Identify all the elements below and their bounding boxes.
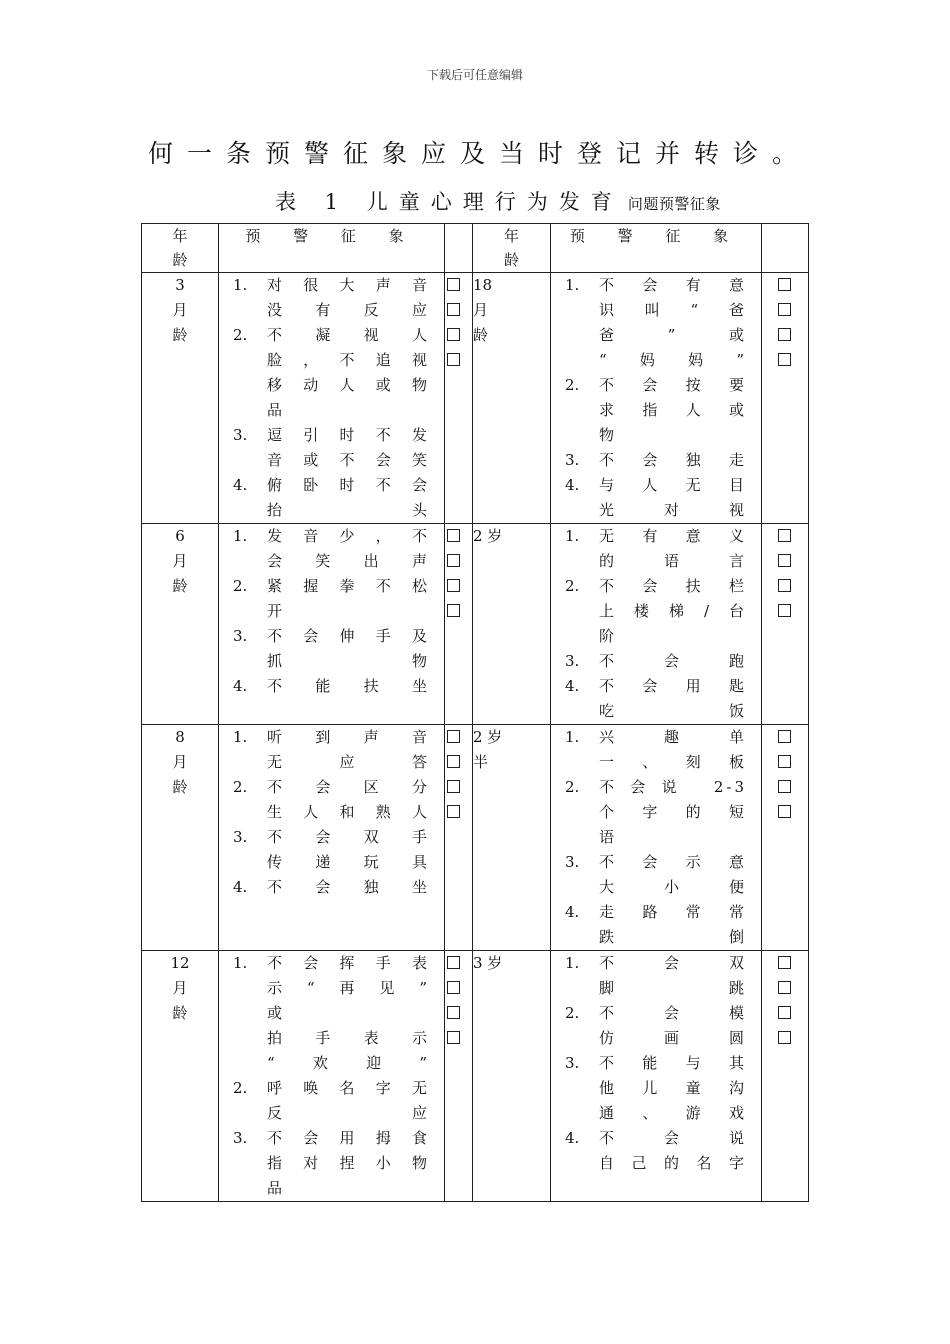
age-left-cell [142,725,219,951]
checkbox-line [762,524,808,549]
sign-item [565,1001,747,1051]
sign-text-line: 脚跳 [599,979,747,997]
sign-text [267,624,430,674]
sign-item [565,951,747,1001]
sign-number: 3. [233,828,248,846]
right-signs-cell [551,273,762,524]
checkbox-line [447,273,472,298]
caption-sub: 问题预警征象 [627,195,721,213]
sign-item [233,951,430,1076]
sign-number: 3. [233,627,248,645]
right-checkbox-cell [762,524,809,725]
sign-text [267,524,430,574]
checkbox[interactable] [778,353,791,366]
sign-number: 4. [565,476,580,494]
sign-text-line: 不会独走 [599,451,747,469]
header-age-left: 年龄 [142,224,219,273]
table-row [142,524,809,725]
checkbox-line [447,298,472,323]
right-checkbox-cell [762,725,809,951]
sign-text-line: 反应 [267,1104,430,1122]
checkbox-line [447,1026,472,1051]
age-text: 龄 [172,577,188,595]
sign-text [599,448,747,473]
sign-text-line: 他儿童沟 [599,1079,747,1097]
age-text: 月 [172,552,188,570]
sign-item [233,323,430,423]
checkbox-line [447,348,472,373]
sign-item [233,875,430,900]
left-checkbox-cell [445,951,473,1202]
age-text: 月 [172,301,188,319]
checkbox[interactable] [447,579,460,592]
sign-number: 1. [233,954,248,972]
checkbox-line [762,1001,808,1026]
sign-item [233,825,430,875]
checkbox-line [762,775,808,800]
sign-text-line: 不会挥手表 [267,954,430,972]
age-right-cell [473,524,551,725]
sign-text-line: 无有意义 [599,527,747,545]
sign-item [565,524,747,574]
sign-text-line: 语 [599,828,618,846]
sign-number: 2. [565,376,580,394]
checkbox-line [762,1026,808,1051]
sign-item [233,674,430,699]
sign-item [565,850,747,900]
checkbox-line [762,725,808,750]
checkbox[interactable] [778,1006,791,1019]
age-text: 3 [175,276,185,294]
sign-item [565,473,747,523]
right-signs-cell [551,951,762,1202]
sign-text-line: 不会用匙 [599,677,747,695]
sign-text [267,1076,430,1126]
age-text: 龄 [473,326,489,344]
checkbox-line [447,323,472,348]
header-blank-left [445,224,473,273]
sign-text [599,775,747,850]
checkbox-line [447,549,472,574]
age-right-cell [473,273,551,524]
sign-text-line: 走路常常 [599,903,747,921]
sign-item [565,574,747,649]
age-text: 月 [172,753,188,771]
sign-number: 1. [233,276,248,294]
checkbox[interactable] [778,981,791,994]
sign-text [267,951,430,1076]
sign-text-line: 不会独坐 [267,878,430,896]
sign-item [565,273,747,373]
sign-item [233,574,430,624]
checkbox[interactable] [778,328,791,341]
age-text: 月 [172,979,188,997]
sign-text [267,1126,430,1201]
sign-number: 2. [233,326,248,344]
checkbox-line [762,348,808,373]
sign-text-line: 品 [267,1179,286,1197]
sign-text [599,574,747,649]
sign-text-line: 上楼梯/台 [599,602,747,620]
sign-text [267,323,430,423]
header-signs-right: 预 警 征 象 [551,224,762,273]
sign-text-line: 识叫“爸 [599,301,747,319]
header-age-right: 年龄 [473,224,551,273]
sign-number: 3. [565,853,580,871]
sign-number: 4. [565,1129,580,1147]
checkbox-line [762,273,808,298]
checkbox[interactable] [778,579,791,592]
checkbox[interactable] [447,554,460,567]
sign-text-line: 不能与其 [599,1054,747,1072]
sign-text-line: 脸，不追视 [267,351,430,369]
checkbox-line [762,549,808,574]
checkbox-line [447,775,472,800]
header-signs-left: 预 警 征 象 [219,224,445,273]
sign-text-line: 拍手表示 [267,1029,430,1047]
age-left-cell [142,524,219,725]
table-row [142,725,809,951]
checkbox[interactable] [447,1031,460,1044]
sign-text-line: 兴趣单 [599,728,747,746]
sign-item [233,624,430,674]
age-text: 龄 [172,326,188,344]
sign-text-line: “欢迎” [267,1054,430,1072]
sign-item [233,524,430,574]
checkbox[interactable] [447,303,460,316]
sign-text-line: 光对视 [599,501,747,519]
sign-item [565,674,747,724]
sign-number: 3. [565,1054,580,1072]
sign-text-line: 不会有意 [599,276,747,294]
checkbox[interactable] [447,805,460,818]
table-row [142,951,809,1202]
age-text: 2 岁 [473,527,503,545]
sign-text-line: 会笑出声 [267,552,430,570]
sign-text [599,1051,747,1126]
sign-text-line: 不能扶坐 [267,677,430,695]
sign-text-line: 或 [267,1004,286,1022]
age-right-cell [473,951,551,1202]
sign-text-line: 跌倒 [599,928,747,946]
sign-text-line: 不凝视人 [267,326,430,344]
sign-text-line: 指对捏小物 [267,1154,430,1172]
sign-text-line: 不会扶栏 [599,577,747,595]
left-checkbox-cell [445,725,473,951]
sign-number: 3. [565,652,580,670]
header-note: 下载后可任意编辑 [426,68,523,82]
checkbox[interactable] [778,529,791,542]
sign-item [565,1051,747,1126]
sign-text-line: 无应答 [267,753,430,771]
header-blank-right [762,224,809,273]
sign-number: 1. [565,276,580,294]
sign-item [233,273,430,323]
sign-text-line: 不会区分 [267,778,430,796]
checkbox-line [762,298,808,323]
checkbox-line [447,599,472,624]
checkbox[interactable] [447,328,460,341]
sign-text-line: 品 [267,401,286,419]
right-checkbox-cell [762,951,809,1202]
sign-text-line: 爸”或 [599,326,747,344]
sign-text-line: 移动人或物 [267,376,430,394]
sign-text-line: 不会按要 [599,376,747,394]
checkbox-line [447,800,472,825]
age-text: 18 [473,276,493,294]
sign-text-line: 吃饭 [599,702,747,720]
table-header-row [142,224,809,273]
checkbox[interactable] [447,278,460,291]
checkbox-line [762,976,808,1001]
checkbox[interactable] [778,554,791,567]
checkbox[interactable] [447,730,460,743]
age-right-cell [473,725,551,951]
sign-text-line: 俯卧时不会 [267,476,430,494]
checkbox[interactable] [447,604,460,617]
sign-number: 2. [233,778,248,796]
sign-item [565,725,747,775]
sign-text-line: 不会用拇食 [267,1129,430,1147]
age-left-cell [142,951,219,1202]
sign-text-line: 生人和熟人 [267,803,430,821]
sign-text [599,649,747,674]
checkbox-line [447,750,472,775]
sign-text-line: 示“再见” [267,979,430,997]
left-checkbox-cell [445,273,473,524]
sign-item [565,775,747,850]
sign-text-line: 通、游戏 [599,1104,747,1122]
checkbox[interactable] [778,780,791,793]
checkbox[interactable] [778,303,791,316]
checkbox[interactable] [447,780,460,793]
sign-text [267,473,430,523]
sign-item [565,900,747,950]
checkbox-line [447,524,472,549]
sign-item [233,423,430,473]
sign-text-line: 大小便 [599,878,747,896]
intro-text: 何一条预警征象应及当时登记并转诊。 [148,139,812,168]
checkbox-line [447,1001,472,1026]
sign-text-line: “妈妈” [599,351,747,369]
sign-text-line: 不会说 2-3 [599,778,747,796]
checkbox[interactable] [778,956,791,969]
right-signs-cell [551,725,762,951]
sign-text-line: 听到声音 [267,728,430,746]
sign-text-line: 不会示意 [599,853,747,871]
sign-item [233,775,430,825]
checkbox[interactable] [778,278,791,291]
sign-text-line: 不会跑 [599,652,747,670]
sign-text-line: 与人无目 [599,476,747,494]
checkbox[interactable] [778,755,791,768]
sign-item [233,725,430,775]
sign-text-line: 紧握拳不松 [267,577,430,595]
sign-text-line: 自己的名字 [599,1154,747,1172]
sign-number: 2. [565,778,580,796]
left-signs-cell [219,273,445,524]
sign-number: 1. [233,728,248,746]
sign-text-line: 不会双 [599,954,747,972]
checkbox[interactable] [778,730,791,743]
sign-text-line: 一、刻板 [599,753,747,771]
sign-number: 4. [233,476,248,494]
sign-text-line: 呼唤名字无 [267,1079,430,1097]
sign-text-line: 物 [599,426,618,444]
sign-text-line: 没有反应 [267,301,430,319]
sign-text [599,900,747,950]
sign-text-line: 的语言 [599,552,747,570]
warning-signs-table [141,223,809,1202]
sign-number: 3. [233,1129,248,1147]
sign-number: 2. [233,1079,248,1097]
sign-text-line: 传递玩具 [267,853,430,871]
age-left-cell [142,273,219,524]
age-text: 半 [473,753,489,771]
sign-text [599,473,747,523]
sign-text-line: 求指人或 [599,401,747,419]
sign-item [565,649,747,674]
sign-text [267,875,430,900]
sign-text [267,273,430,323]
sign-text-line: 阶 [599,627,618,645]
sign-text-line: 不会模 [599,1004,747,1022]
sign-number: 4. [565,677,580,695]
age-text: 12 [170,954,190,972]
sign-text-line: 开 [267,602,286,620]
left-signs-cell [219,524,445,725]
checkbox[interactable] [447,529,460,542]
sign-text-line: 个字的短 [599,803,747,821]
checkbox-line [447,725,472,750]
left-signs-cell [219,725,445,951]
sign-item [565,373,747,448]
checkbox[interactable] [778,1031,791,1044]
sign-text-line: 不会伸手及 [267,627,430,645]
checkbox-line [762,750,808,775]
sign-text-line: 对很大声音 [267,276,430,294]
right-checkbox-cell [762,273,809,524]
checkbox-line [762,599,808,624]
sign-text [599,1126,747,1176]
age-text: 2 岁 [473,728,503,746]
checkbox-line [762,323,808,348]
sign-text [599,273,747,373]
sign-number: 4. [565,903,580,921]
age-text: 龄 [172,1004,188,1022]
sign-number: 1. [565,954,580,972]
age-text: 3 岁 [473,954,503,972]
age-text: 月 [473,301,489,319]
table-row [142,273,809,524]
right-signs-cell [551,524,762,725]
checkbox[interactable] [447,981,460,994]
checkbox-line [447,951,472,976]
checkbox[interactable] [447,755,460,768]
sign-text [267,674,430,699]
sign-number: 3. [565,451,580,469]
sign-text [599,725,747,775]
checkbox[interactable] [447,956,460,969]
sign-text [599,1001,747,1051]
sign-text [267,775,430,825]
age-text: 8 [175,728,185,746]
checkbox-line [762,800,808,825]
sign-text-line: 音或不会笑 [267,451,430,469]
sign-number: 1. [565,728,580,746]
sign-text [267,574,430,624]
sign-number: 2. [565,577,580,595]
checkbox-line [447,976,472,1001]
left-checkbox-cell [445,524,473,725]
sign-number: 1. [565,527,580,545]
sign-number: 1. [233,527,248,545]
checkbox[interactable] [778,805,791,818]
table-caption [275,186,721,216]
sign-text-line: 逗引时不发 [267,426,430,444]
checkbox[interactable] [778,604,791,617]
sign-text [599,850,747,900]
sign-text [267,725,430,775]
sign-text-line: 发音少，不 [267,527,430,545]
sign-number: 2. [565,1004,580,1022]
sign-text [267,825,430,875]
sign-item [233,473,430,523]
checkbox[interactable] [447,1006,460,1019]
sign-text-line: 抬头 [267,501,430,519]
sign-item [565,448,747,473]
sign-number: 3. [233,426,248,444]
checkbox-line [447,574,472,599]
sign-item [233,1076,430,1126]
sign-text-line: 抓物 [267,652,430,670]
sign-number: 2. [233,577,248,595]
age-text: 6 [175,527,185,545]
sign-number: 4. [233,878,248,896]
sign-item [565,1126,747,1176]
checkbox[interactable] [447,353,460,366]
caption-main: 表 1 儿童心理行为发育 [275,190,623,214]
sign-text [599,373,747,448]
sign-text [599,524,747,574]
sign-text [599,951,747,1001]
left-signs-cell [219,951,445,1202]
sign-text [267,423,430,473]
sign-text-line: 不会说 [599,1129,747,1147]
sign-text-line: 仿画圆 [599,1029,747,1047]
age-text: 龄 [172,778,188,796]
sign-text-line: 不会双手 [267,828,430,846]
sign-number: 4. [233,677,248,695]
table-body [142,273,809,1202]
sign-item [233,1126,430,1201]
checkbox-line [762,574,808,599]
sign-text [599,674,747,724]
checkbox-line [762,951,808,976]
